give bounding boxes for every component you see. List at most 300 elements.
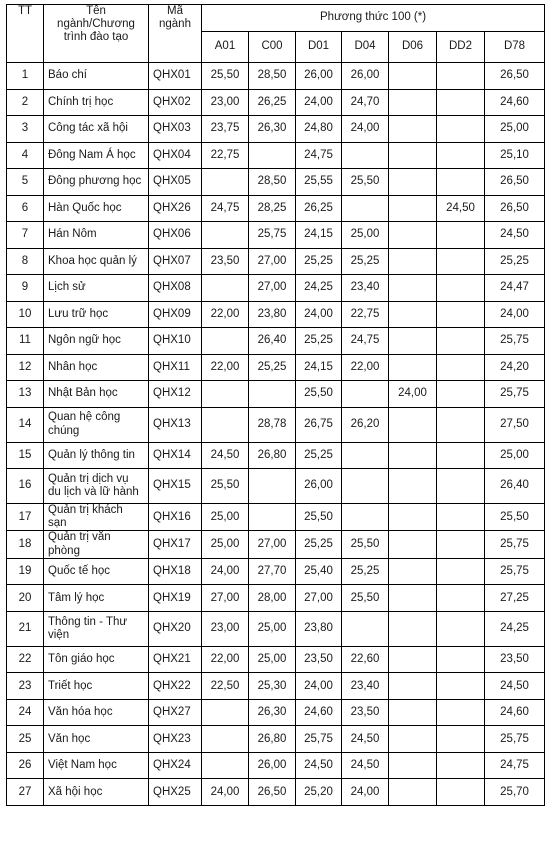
score-c00: [249, 381, 296, 408]
program-name: Hàn Quốc học: [44, 195, 149, 222]
score-d78: 27,50: [485, 407, 545, 442]
program-code: QHX06: [149, 222, 202, 249]
score-d01: 25,75: [296, 726, 342, 753]
program-name: Tôn giáo học: [44, 646, 149, 673]
score-c00: 28,50: [249, 169, 296, 196]
score-d04: 23,50: [342, 699, 389, 726]
score-d01: 25,50: [296, 381, 342, 408]
score-dd2: [437, 63, 485, 90]
score-d06: [389, 116, 437, 143]
score-d06: [389, 301, 437, 328]
program-name: Ngôn ngữ học: [44, 328, 149, 355]
score-d04: [342, 381, 389, 408]
program-name: Quản trị dịch vụ du lịch và lữ hành: [44, 469, 149, 504]
program-code: QHX12: [149, 381, 202, 408]
score-a01: 25,50: [202, 63, 249, 90]
row-number: 17: [7, 504, 44, 531]
score-a01: 24,00: [202, 779, 249, 806]
score-d78: 25,70: [485, 779, 545, 806]
score-d78: 25,75: [485, 381, 545, 408]
row-number: 7: [7, 222, 44, 249]
program-code: QHX11: [149, 354, 202, 381]
row-number: 23: [7, 673, 44, 700]
score-d78: 24,00: [485, 301, 545, 328]
score-d06: [389, 63, 437, 90]
admission-scores-table: [6, 4, 545, 806]
score-dd2: [437, 504, 485, 531]
score-d01: 24,75: [296, 142, 342, 169]
score-d78: 25,75: [485, 328, 545, 355]
score-d04: [342, 142, 389, 169]
score-dd2: [437, 169, 485, 196]
score-dd2: [437, 301, 485, 328]
score-d04: 23,40: [342, 673, 389, 700]
score-d04: 25,50: [342, 585, 389, 612]
score-d01: 25,25: [296, 442, 342, 469]
score-a01: 23,00: [202, 89, 249, 116]
score-d01: 24,15: [296, 354, 342, 381]
program-code: QHX23: [149, 726, 202, 753]
score-d01: 26,00: [296, 469, 342, 504]
row-number: 12: [7, 354, 44, 381]
score-dd2: [437, 275, 485, 302]
score-c00: 25,75: [249, 222, 296, 249]
program-name: Tâm lý học: [44, 585, 149, 612]
score-d04: [342, 469, 389, 504]
program-code: QHX09: [149, 301, 202, 328]
score-d06: [389, 222, 437, 249]
program-code: QHX05: [149, 169, 202, 196]
header-subject-dd2: DD2: [437, 32, 485, 63]
score-d04: 26,00: [342, 63, 389, 90]
score-d06: [389, 89, 437, 116]
program-code: QHX26: [149, 195, 202, 222]
program-name: Báo chí: [44, 63, 149, 90]
program-name: Thông tin - Thư viện: [44, 611, 149, 646]
score-d78: 25,75: [485, 726, 545, 753]
score-a01: 22,00: [202, 354, 249, 381]
score-d04: 24,75: [342, 328, 389, 355]
score-d01: 24,80: [296, 116, 342, 143]
score-a01: 23,75: [202, 116, 249, 143]
program-code: QHX18: [149, 558, 202, 585]
program-code: QHX02: [149, 89, 202, 116]
row-number: 20: [7, 585, 44, 612]
table-row: [7, 442, 545, 469]
score-c00: 27,70: [249, 558, 296, 585]
score-d06: [389, 442, 437, 469]
table-row: [7, 752, 545, 779]
score-c00: 28,78: [249, 407, 296, 442]
score-dd2: [437, 248, 485, 275]
table-row: [7, 142, 545, 169]
program-name: Triết học: [44, 673, 149, 700]
program-name: Quản trị văn phòng: [44, 531, 149, 558]
score-dd2: [437, 531, 485, 558]
score-d78: 26,50: [485, 169, 545, 196]
program-code: QHX16: [149, 504, 202, 531]
table-row: [7, 89, 545, 116]
table-row: [7, 779, 545, 806]
row-number: 9: [7, 275, 44, 302]
table-row: [7, 354, 545, 381]
program-code: QHX22: [149, 673, 202, 700]
score-a01: 25,00: [202, 504, 249, 531]
score-d04: 22,00: [342, 354, 389, 381]
table-row: [7, 301, 545, 328]
score-a01: [202, 222, 249, 249]
program-name: Lịch sử: [44, 275, 149, 302]
table-row: [7, 381, 545, 408]
score-a01: [202, 169, 249, 196]
program-code: QHX25: [149, 779, 202, 806]
score-c00: 27,00: [249, 275, 296, 302]
score-a01: [202, 381, 249, 408]
score-c00: 26,80: [249, 726, 296, 753]
score-a01: [202, 407, 249, 442]
score-d06: [389, 646, 437, 673]
score-dd2: [437, 469, 485, 504]
score-d78: 24,75: [485, 752, 545, 779]
score-d01: 26,25: [296, 195, 342, 222]
score-d04: 22,60: [342, 646, 389, 673]
score-dd2: [437, 585, 485, 612]
program-name: Đông phương học: [44, 169, 149, 196]
program-code: QHX17: [149, 531, 202, 558]
program-name: Chính trị học: [44, 89, 149, 116]
score-a01: 24,75: [202, 195, 249, 222]
score-d06: [389, 558, 437, 585]
score-d01: 26,00: [296, 63, 342, 90]
score-c00: 26,50: [249, 779, 296, 806]
row-number: 3: [7, 116, 44, 143]
score-d78: 25,00: [485, 116, 545, 143]
table-row: [7, 63, 545, 90]
score-d04: [342, 611, 389, 646]
score-d78: 26,50: [485, 63, 545, 90]
score-d06: [389, 195, 437, 222]
row-number: 18: [7, 531, 44, 558]
score-d06: [389, 407, 437, 442]
score-d04: [342, 442, 389, 469]
score-d01: 25,25: [296, 248, 342, 275]
score-d78: 23,50: [485, 646, 545, 673]
score-d78: 26,50: [485, 195, 545, 222]
score-c00: 25,30: [249, 673, 296, 700]
score-d78: 24,25: [485, 611, 545, 646]
score-dd2: [437, 726, 485, 753]
score-d04: 25,50: [342, 169, 389, 196]
score-a01: 22,00: [202, 301, 249, 328]
score-dd2: [437, 407, 485, 442]
header-subject-d06: D06: [389, 32, 437, 63]
program-name: Quản lý thông tin: [44, 442, 149, 469]
score-a01: 24,50: [202, 442, 249, 469]
score-a01: 25,00: [202, 531, 249, 558]
score-dd2: [437, 699, 485, 726]
row-number: 15: [7, 442, 44, 469]
score-d06: [389, 328, 437, 355]
row-number: 21: [7, 611, 44, 646]
program-code: QHX19: [149, 585, 202, 612]
program-name: Hán Nôm: [44, 222, 149, 249]
score-a01: 24,00: [202, 558, 249, 585]
score-c00: 25,25: [249, 354, 296, 381]
score-d78: 24,60: [485, 89, 545, 116]
score-d78: 25,10: [485, 142, 545, 169]
table-row: [7, 558, 545, 585]
score-d04: [342, 195, 389, 222]
table-row: [7, 531, 545, 558]
program-code: QHX15: [149, 469, 202, 504]
score-c00: 23,80: [249, 301, 296, 328]
score-dd2: [437, 142, 485, 169]
program-code: QHX24: [149, 752, 202, 779]
score-d04: 22,75: [342, 301, 389, 328]
program-code: QHX07: [149, 248, 202, 275]
row-number: 19: [7, 558, 44, 585]
score-dd2: [437, 611, 485, 646]
table-row: [7, 699, 545, 726]
score-d06: [389, 142, 437, 169]
score-c00: [249, 504, 296, 531]
program-code: QHX27: [149, 699, 202, 726]
score-d01: 24,15: [296, 222, 342, 249]
score-d01: 24,60: [296, 699, 342, 726]
score-d06: [389, 611, 437, 646]
row-number: 22: [7, 646, 44, 673]
score-d01: 23,50: [296, 646, 342, 673]
row-number: 1: [7, 63, 44, 90]
score-d06: [389, 673, 437, 700]
table-row: [7, 407, 545, 442]
score-d78: 25,75: [485, 531, 545, 558]
score-a01: 25,50: [202, 469, 249, 504]
score-d04: 24,50: [342, 726, 389, 753]
score-a01: 27,00: [202, 585, 249, 612]
score-a01: [202, 726, 249, 753]
score-a01: 22,75: [202, 142, 249, 169]
score-d06: [389, 752, 437, 779]
score-d04: 24,50: [342, 752, 389, 779]
score-d06: [389, 469, 437, 504]
table-row: [7, 504, 545, 531]
row-number: 6: [7, 195, 44, 222]
score-c00: 26,25: [249, 89, 296, 116]
score-d04: 24,00: [342, 116, 389, 143]
score-d01: 25,25: [296, 531, 342, 558]
score-d78: 24,47: [485, 275, 545, 302]
score-dd2: [437, 354, 485, 381]
score-d01: 27,00: [296, 585, 342, 612]
score-d01: 23,80: [296, 611, 342, 646]
program-name: Khoa học quản lý: [44, 248, 149, 275]
row-number: 27: [7, 779, 44, 806]
score-dd2: [437, 673, 485, 700]
score-a01: 23,00: [202, 611, 249, 646]
program-code: QHX21: [149, 646, 202, 673]
score-d01: 24,50: [296, 752, 342, 779]
header-program-code: Mã ngành: [149, 5, 202, 63]
score-d78: 25,75: [485, 558, 545, 585]
program-name: Quan hệ công chúng: [44, 407, 149, 442]
score-d06: [389, 504, 437, 531]
table-row: [7, 248, 545, 275]
score-c00: 26,00: [249, 752, 296, 779]
score-d04: 25,25: [342, 248, 389, 275]
row-number: 26: [7, 752, 44, 779]
score-d78: 25,50: [485, 504, 545, 531]
row-number: 8: [7, 248, 44, 275]
score-d78: 24,60: [485, 699, 545, 726]
score-dd2: [437, 779, 485, 806]
score-c00: 25,00: [249, 611, 296, 646]
score-d06: [389, 248, 437, 275]
score-d04: 24,00: [342, 779, 389, 806]
row-number: 13: [7, 381, 44, 408]
header-method-group: Phương thức 100 (*): [202, 5, 545, 32]
program-code: QHX08: [149, 275, 202, 302]
row-number: 11: [7, 328, 44, 355]
score-d01: 24,00: [296, 673, 342, 700]
program-code: QHX14: [149, 442, 202, 469]
table-row: [7, 726, 545, 753]
score-d01: 26,75: [296, 407, 342, 442]
table-row: [7, 116, 545, 143]
program-name: Lưu trữ học: [44, 301, 149, 328]
score-dd2: [437, 752, 485, 779]
score-d04: 26,20: [342, 407, 389, 442]
score-d78: 24,20: [485, 354, 545, 381]
table-body: [7, 63, 545, 806]
score-a01: 23,50: [202, 248, 249, 275]
table-header: [7, 5, 545, 63]
score-d04: 25,25: [342, 558, 389, 585]
score-dd2: [437, 646, 485, 673]
program-name: Nhật Bản học: [44, 381, 149, 408]
score-a01: 22,50: [202, 673, 249, 700]
program-name: Quốc tế học: [44, 558, 149, 585]
row-number: 16: [7, 469, 44, 504]
table-row: [7, 469, 545, 504]
score-c00: 25,00: [249, 646, 296, 673]
score-d01: 24,00: [296, 89, 342, 116]
row-number: 5: [7, 169, 44, 196]
score-d06: [389, 354, 437, 381]
table-row: [7, 328, 545, 355]
score-d78: 25,25: [485, 248, 545, 275]
score-c00: 27,00: [249, 248, 296, 275]
score-d04: 24,70: [342, 89, 389, 116]
score-c00: 26,80: [249, 442, 296, 469]
score-dd2: [437, 116, 485, 143]
header-program-name: Tên ngành/Chương trình đào tạo: [44, 5, 149, 63]
table-row: [7, 673, 545, 700]
score-dd2: 24,50: [437, 195, 485, 222]
score-a01: [202, 699, 249, 726]
score-c00: 27,00: [249, 531, 296, 558]
row-number: 4: [7, 142, 44, 169]
score-d06: [389, 275, 437, 302]
score-d06: [389, 531, 437, 558]
header-subject-d04: D04: [342, 32, 389, 63]
score-d06: [389, 585, 437, 612]
score-d06: 24,00: [389, 381, 437, 408]
program-name: Nhân học: [44, 354, 149, 381]
header-subject-d78: D78: [485, 32, 545, 63]
score-c00: [249, 469, 296, 504]
score-d04: 25,50: [342, 531, 389, 558]
table-row: [7, 195, 545, 222]
score-d01: 25,50: [296, 504, 342, 531]
row-number: 10: [7, 301, 44, 328]
score-d04: [342, 504, 389, 531]
score-d01: 25,40: [296, 558, 342, 585]
score-d78: 27,25: [485, 585, 545, 612]
score-a01: [202, 752, 249, 779]
header-subject-d01: D01: [296, 32, 342, 63]
score-c00: 26,30: [249, 116, 296, 143]
score-dd2: [437, 89, 485, 116]
score-d06: [389, 169, 437, 196]
row-number: 24: [7, 699, 44, 726]
score-a01: 22,00: [202, 646, 249, 673]
program-name: Công tác xã hội: [44, 116, 149, 143]
row-number: 14: [7, 407, 44, 442]
score-c00: 28,50: [249, 63, 296, 90]
table-row: [7, 646, 545, 673]
score-d01: 24,00: [296, 301, 342, 328]
score-d78: 24,50: [485, 673, 545, 700]
score-c00: 28,25: [249, 195, 296, 222]
score-a01: [202, 328, 249, 355]
score-d01: 24,25: [296, 275, 342, 302]
score-d04: 23,40: [342, 275, 389, 302]
program-name: Văn học: [44, 726, 149, 753]
program-name: Đông Nam Á học: [44, 142, 149, 169]
score-d78: 25,00: [485, 442, 545, 469]
score-d04: 25,00: [342, 222, 389, 249]
program-code: QHX20: [149, 611, 202, 646]
score-d06: [389, 779, 437, 806]
row-number: 2: [7, 89, 44, 116]
score-d01: 25,25: [296, 328, 342, 355]
score-dd2: [437, 442, 485, 469]
score-dd2: [437, 558, 485, 585]
score-dd2: [437, 381, 485, 408]
program-name: Xã hội học: [44, 779, 149, 806]
program-code: QHX10: [149, 328, 202, 355]
score-d01: 25,55: [296, 169, 342, 196]
table-row: [7, 611, 545, 646]
header-subject-a01: A01: [202, 32, 249, 63]
score-c00: 26,40: [249, 328, 296, 355]
table-row: [7, 275, 545, 302]
score-a01: [202, 275, 249, 302]
header-row-top: [7, 5, 545, 32]
score-d06: [389, 699, 437, 726]
header-tt: TT: [7, 5, 44, 63]
program-code: QHX04: [149, 142, 202, 169]
program-code: QHX13: [149, 407, 202, 442]
score-dd2: [437, 328, 485, 355]
program-code: QHX03: [149, 116, 202, 143]
score-d78: 26,40: [485, 469, 545, 504]
row-number: 25: [7, 726, 44, 753]
program-code: QHX01: [149, 63, 202, 90]
score-d78: 24,50: [485, 222, 545, 249]
score-d01: 25,20: [296, 779, 342, 806]
